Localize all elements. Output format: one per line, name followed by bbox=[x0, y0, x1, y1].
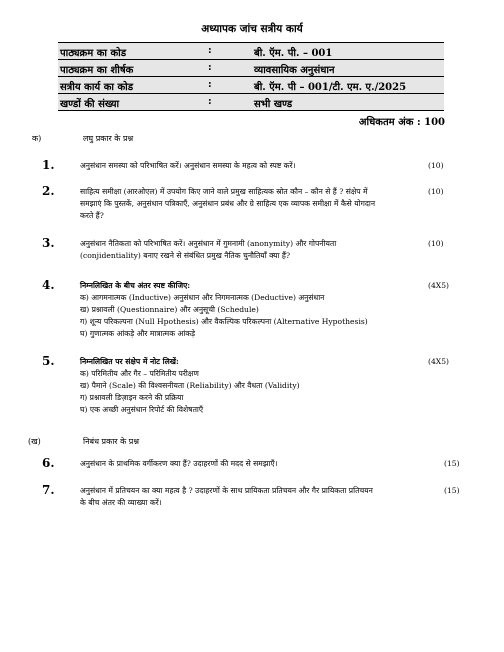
question-number: 2. bbox=[42, 184, 55, 198]
question-text bbox=[80, 356, 390, 416]
question-line: अनुसंधान में प्रतिचयन का क्या महत्व है ? उदाहरणों के साथ प्रायिकता प्रतिचयन और गैर प्रायिकता प्रतिचयन bbox=[80, 486, 373, 495]
question-marks: (15) bbox=[444, 459, 460, 468]
meta-value: सभी खण्ड bbox=[254, 99, 293, 110]
meta-key: सत्रीय कार्य का कोड bbox=[60, 82, 134, 93]
question-heading: निम्नलिखित के बीच अंतर स्पष्ट कीजिए: bbox=[80, 281, 191, 290]
meta-key: पाठ्यक्रम का कोड bbox=[60, 48, 127, 59]
question-line: क) आगमनात्मक (Inductive) अनुसंधान और निगमनात्मक (Deductive) अनुसंधान bbox=[80, 293, 325, 302]
page-title: अध्यापक जांच सत्रीय कार्य bbox=[201, 23, 303, 35]
question-number: 7. bbox=[42, 483, 55, 497]
question-line: ख) पैमाने (Scale) की विश्वसनीयता (Reliability) और वैधता (Validity) bbox=[80, 381, 300, 390]
meta-value: व्यावसायिक अनुसंधान bbox=[254, 65, 335, 76]
question-line: ग) शून्य परिकल्पना (Null Hpothesis) और वैकल्पिक परिकल्पना (Alternative Hypothesis) bbox=[80, 317, 368, 326]
question-line: ग) प्रश्नावली डिज़ाइन करने की प्रक्रिया bbox=[80, 393, 184, 402]
meta-value: बी. ऍम. पी. – 001 bbox=[254, 48, 333, 59]
question-marks: (4X5) bbox=[428, 281, 449, 290]
question-line: अनुसंधान समस्या को परिभाषित करें। अनुसंधान समस्या के महत्व को स्पष्ट करें। bbox=[80, 161, 296, 170]
question-line: घ) गुणात्मक आंकड़े और मात्रात्मक आंकड़े bbox=[80, 329, 196, 338]
question-line: (conjidentiality) बनाए रखने से संबंधित प्रमुख नैतिक चुनौतियाँ क्या हैं? bbox=[80, 251, 291, 260]
course-title-row bbox=[58, 60, 444, 77]
section-title: निबंध प्रकार के प्रश्न bbox=[83, 437, 140, 446]
question-line: घ) एक अच्छी अनुसंधान रिपोर्ट की विशेषताएँ bbox=[80, 405, 204, 414]
question-marks: (10) bbox=[428, 161, 444, 170]
question-text bbox=[80, 238, 390, 262]
course-code-row bbox=[58, 43, 444, 60]
question-text bbox=[80, 186, 390, 222]
question-number: 6. bbox=[42, 456, 55, 470]
question-line: ख) प्रश्नावली (Questionnaire) और अनुसूची (Schedule) bbox=[80, 305, 259, 314]
max-marks: अधिकतम अंक : 100 bbox=[358, 117, 445, 128]
question-number: 3. bbox=[42, 236, 55, 250]
question-text bbox=[80, 485, 390, 509]
meta-colon: : bbox=[208, 96, 212, 107]
meta-colon: : bbox=[208, 79, 212, 90]
question-number: 5. bbox=[42, 354, 55, 368]
question-line: अनुसंधान नैतिकता को परिभाषित करें। अनुसंधान में गुमनामी (anonymity) और गोपनीयता bbox=[80, 239, 337, 248]
section-label: क) bbox=[32, 134, 42, 143]
question-text bbox=[80, 458, 390, 470]
meta-value: बी. ऍम. पी – 001/टी. एम. ए./2025 bbox=[254, 82, 407, 93]
question-marks: (4X5) bbox=[428, 357, 449, 366]
blocks-row bbox=[58, 94, 444, 111]
assignment-code-row bbox=[58, 77, 444, 94]
question-marks: (15) bbox=[444, 486, 460, 495]
meta-key: खण्डों की संख्या bbox=[60, 99, 120, 110]
question-number: 1. bbox=[42, 158, 55, 172]
course-info-table bbox=[58, 42, 444, 111]
question-heading: निम्नलिखित पर संक्षेप में नोट लिखें: bbox=[80, 357, 179, 366]
question-text bbox=[80, 280, 390, 340]
question-line: साहित्य समीक्षा (आरओएल) में उपयोग किए जाने वाले प्रमुख साहित्यक स्रोत कौन – कौन से हैं ? संक्षेप में bbox=[80, 187, 368, 196]
meta-key: पाठ्यक्रम का शीर्षक bbox=[60, 65, 134, 76]
question-line: करते हैं? bbox=[80, 211, 104, 220]
question-text bbox=[80, 160, 390, 172]
question-number: 4. bbox=[42, 278, 55, 292]
question-marks: (10) bbox=[428, 239, 444, 248]
meta-colon: : bbox=[208, 45, 212, 56]
question-line: के बीच अंतर की व्याख्या करें। bbox=[80, 498, 162, 507]
question-marks: (10) bbox=[428, 187, 444, 196]
section-label: (ख) bbox=[28, 437, 41, 446]
meta-colon: : bbox=[208, 62, 212, 73]
section-title: लघु प्रकार के प्रश्न bbox=[83, 134, 134, 143]
question-line: क) परिमितीय और गैर – परिमितीय परीक्षण bbox=[80, 369, 199, 378]
question-line: समझाएं कि पुस्तकें, अनुसंधान पत्रिकाएँ, अनुसंधान प्रबंध और ग्रे साहित्य एक व्यापक समीक्षा में कैसे योगदान bbox=[80, 199, 376, 208]
question-line: अनुसंधान के प्राथमिक वर्गीकरण क्या हैं? उदाहरणों की मदद से समझाएँ। bbox=[80, 459, 278, 468]
